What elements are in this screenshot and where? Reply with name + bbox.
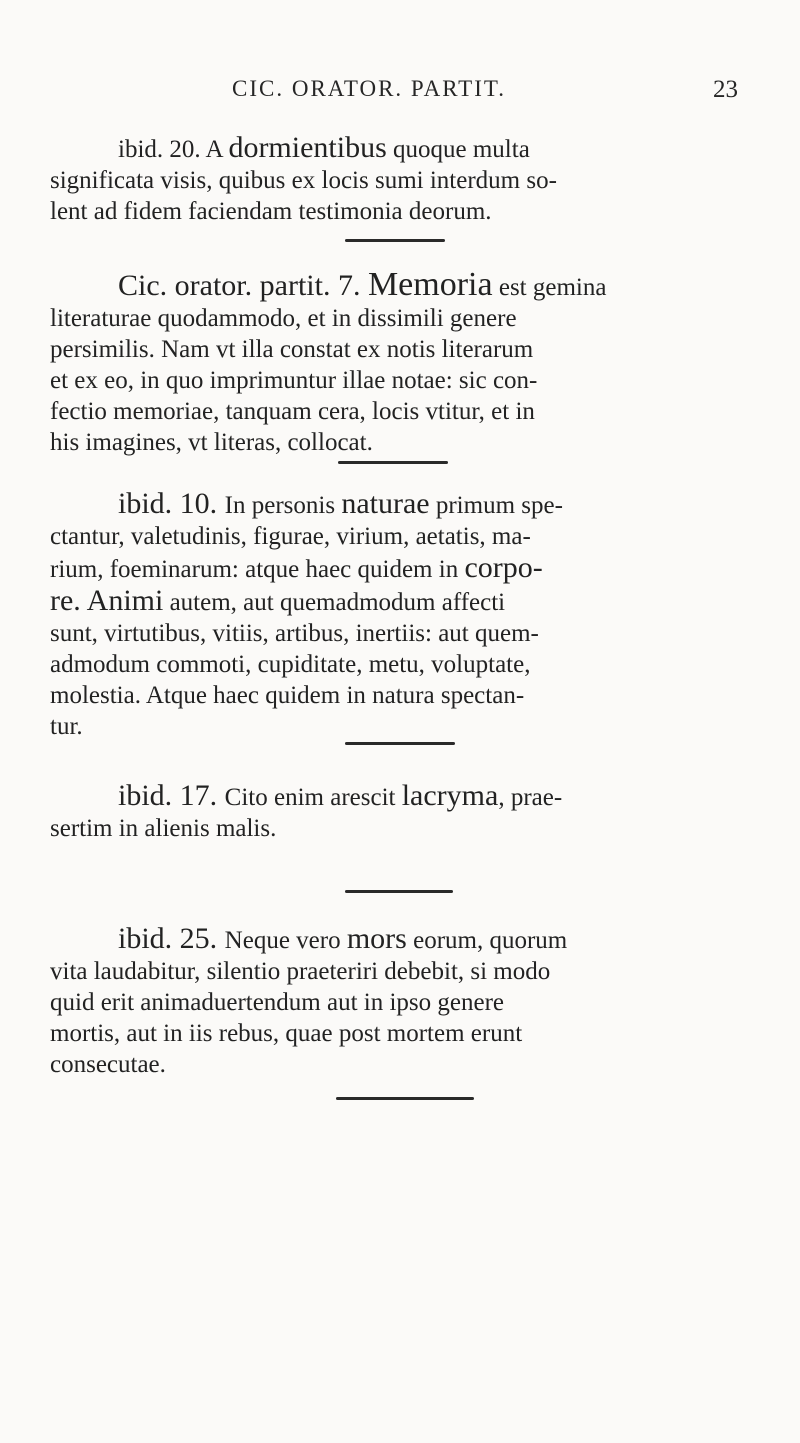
section-divider — [336, 1097, 474, 1100]
text-run: his imagines, vt literas, collocat. — [50, 429, 373, 456]
text-run: admodum commoti, cupiditate, metu, voluptate, — [50, 651, 531, 678]
emphasized-word: ibid. 10. — [118, 487, 225, 520]
text-line — [50, 680, 750, 711]
text-line — [50, 365, 750, 396]
text-run: autem, aut quemadmodum affecti — [163, 589, 506, 616]
section-divider — [345, 742, 455, 745]
emphasized-word: naturae — [341, 487, 430, 520]
text-line — [50, 552, 750, 585]
text-line — [50, 303, 750, 334]
text-line — [50, 196, 750, 227]
text-run: et ex eo, in quo imprimuntur illae notae: sic con- — [50, 367, 538, 394]
text-run: quoque multa — [386, 136, 530, 163]
text-line — [50, 956, 750, 987]
running-title: CIC. ORATOR. PARTIT. — [232, 76, 506, 101]
text-line — [50, 780, 750, 813]
text-run: ibid. 20. A — [118, 136, 229, 163]
text-line — [50, 266, 750, 303]
text-run: consecutae. — [50, 1051, 166, 1078]
entry-naturae — [50, 488, 750, 742]
text-run: molestia. Atque haec quidem in natura spectan- — [50, 682, 525, 709]
text-run: est gemina — [492, 274, 607, 301]
emphasized-word: mors — [346, 922, 407, 955]
emphasized-word: Memoria — [367, 266, 493, 303]
page-header — [0, 76, 800, 106]
emphasized-word: ibid. 25. — [118, 922, 225, 955]
emphasized-word: ibid. 17. — [118, 779, 225, 812]
text-line — [50, 649, 750, 680]
section-divider — [345, 890, 453, 893]
text-line — [50, 521, 750, 552]
entry-dormientibus — [50, 132, 750, 227]
text-line — [50, 427, 750, 458]
text-line — [50, 1049, 750, 1080]
section-divider — [345, 239, 445, 242]
text-line — [50, 711, 750, 742]
text-run: sertim in alienis malis. — [50, 815, 277, 842]
entry-memoria — [50, 266, 750, 458]
text-run: Neque vero — [224, 927, 347, 954]
page-number: 23 — [713, 76, 738, 103]
section-divider — [338, 461, 448, 464]
emphasized-word: Cic. orator. partit. 7. — [118, 269, 368, 302]
text-line — [50, 987, 750, 1018]
text-run: primum spe- — [429, 492, 563, 519]
text-line — [50, 165, 750, 196]
text-line — [50, 132, 750, 165]
text-run: lent ad fidem faciendam testimonia deorum. — [50, 198, 492, 225]
text-run: eorum, quorum — [406, 927, 568, 954]
text-line — [50, 334, 750, 365]
text-run: tur. — [50, 713, 83, 740]
text-run: literaturae quodammodo, et in dissimili genere — [50, 305, 517, 332]
text-run: rium, foeminarum: atque haec quidem in — [50, 556, 465, 583]
text-line — [50, 813, 750, 844]
text-line — [50, 585, 750, 618]
text-run: significata visis, quibus ex locis sumi interdum so- — [50, 167, 557, 194]
emphasized-word: Animi — [86, 584, 164, 617]
text-run: , prae- — [498, 784, 563, 811]
text-line — [50, 396, 750, 427]
text-run: fectio memoriae, tanquam cera, locis vtitur, et in — [50, 398, 535, 425]
emphasized-word: re. — [50, 584, 87, 617]
text-line — [50, 488, 750, 521]
emphasized-word: dormientibus — [228, 131, 387, 164]
text-run: persimilis. Nam vt illa constat ex notis literarum — [50, 336, 534, 363]
text-run: ctantur, valetudinis, figurae, virium, aetatis, ma- — [50, 523, 531, 550]
text-run: Cito enim arescit — [224, 784, 402, 811]
text-line — [50, 1018, 750, 1049]
emphasized-word: corpo- — [464, 551, 543, 584]
emphasized-word: lacryma — [401, 779, 499, 812]
text-run: vita laudabitur, silentio praeteriri debebit, si modo — [50, 958, 551, 985]
entry-mors — [50, 923, 750, 1080]
text-line — [50, 618, 750, 649]
entry-lacryma — [50, 780, 750, 844]
text-run: mortis, aut in iis rebus, quae post mortem erunt — [50, 1020, 523, 1047]
text-run: quid erit animaduertendum aut in ipso genere — [50, 989, 505, 1016]
text-line — [50, 923, 750, 956]
text-run: In personis — [224, 492, 342, 519]
text-run: sunt, virtutibus, vitiis, artibus, inertiis: aut quem- — [50, 620, 539, 647]
